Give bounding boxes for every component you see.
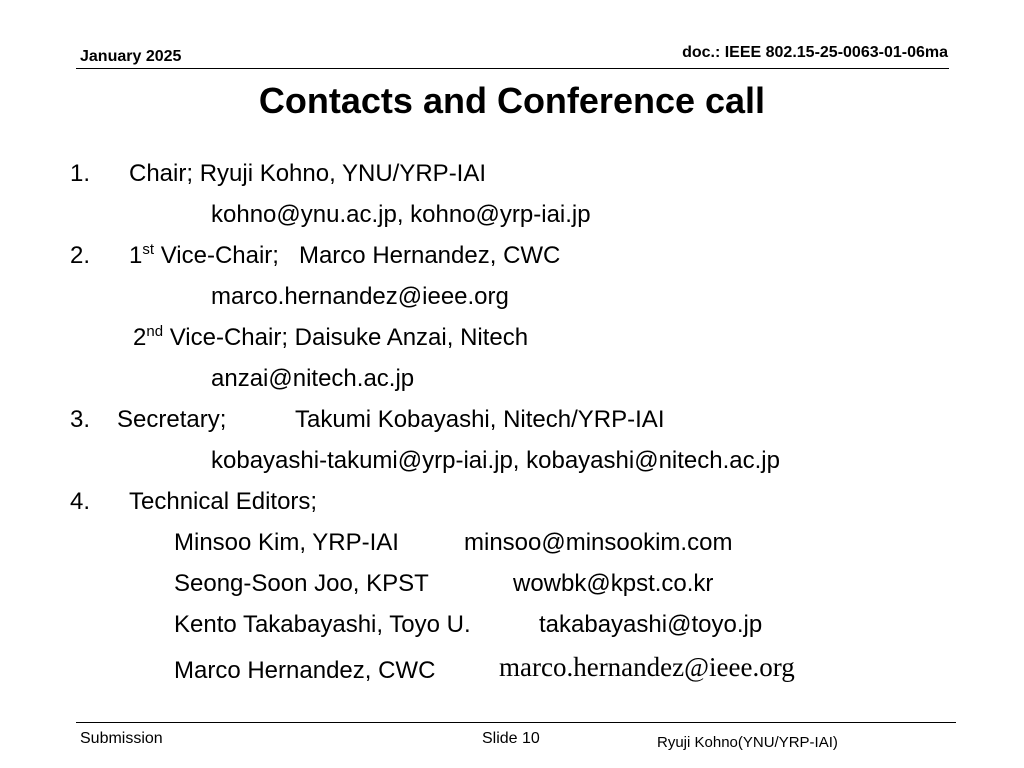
editor-name: Marco Hernandez, CWC: [174, 657, 436, 684]
secretary-email: kobayashi-takumi@yrp-iai.jp, kobayashi@nitech.ac.jp: [211, 447, 780, 474]
chair-email: kohno@ynu.ac.jp, kohno@yrp-iai.jp: [211, 201, 591, 228]
list-number: 1.: [70, 160, 91, 187]
list-number: 2.: [70, 242, 91, 269]
editor-email: marco.hernandez@ieee.org: [499, 652, 795, 682]
header-rule: [76, 68, 949, 69]
vice-chair-1-text: 1st Vice-Chair; Marco Hernandez, CWC: [129, 241, 561, 269]
footer-author: Ryuji Kohno(YNU/YRP-IAI): [657, 734, 838, 751]
editor-email: wowbk@kpst.co.kr: [513, 570, 714, 597]
editor-row: [174, 610, 763, 640]
editor-name: Kento Takabayashi, Toyo U.: [174, 611, 471, 638]
chair-text: Chair; Ryuji Kohno, YNU/YRP-IAI: [129, 160, 487, 187]
footer-rule: [76, 722, 956, 723]
editor-email: minsoo@minsookim.com: [464, 529, 733, 556]
editor-email: takabayashi@toyo.jp: [539, 611, 763, 638]
vice-chair-2-text: 2nd Vice-Chair; Daisuke Anzai, Nitech: [133, 323, 529, 351]
list-number: 4.: [70, 488, 91, 515]
footer-submission: Submission: [80, 730, 163, 747]
editor-row: [174, 528, 733, 558]
vice-chair-2-email: anzai@nitech.ac.jp: [211, 365, 415, 392]
editor-name: Minsoo Kim, YRP-IAI: [174, 529, 399, 556]
header-doc-id: doc.: IEEE 802.15-25-0063-01-06ma: [682, 44, 948, 61]
header-date: January 2025: [80, 48, 182, 65]
vice-chair-1-email: marco.hernandez@ieee.org: [211, 283, 509, 310]
slide-title: Contacts and Conference call: [258, 80, 766, 121]
secretary-name: Takumi Kobayashi, Nitech/YRP-IAI: [295, 406, 665, 433]
technical-editors-label: Technical Editors;: [129, 488, 318, 515]
editor-row: [174, 652, 795, 686]
editor-name: Seong-Soon Joo, KPST: [174, 570, 429, 597]
editor-row: [174, 569, 714, 599]
secretary-label: Secretary;: [117, 406, 227, 433]
slide-number: Slide 10: [482, 730, 540, 747]
list-number: 3.: [70, 406, 91, 433]
